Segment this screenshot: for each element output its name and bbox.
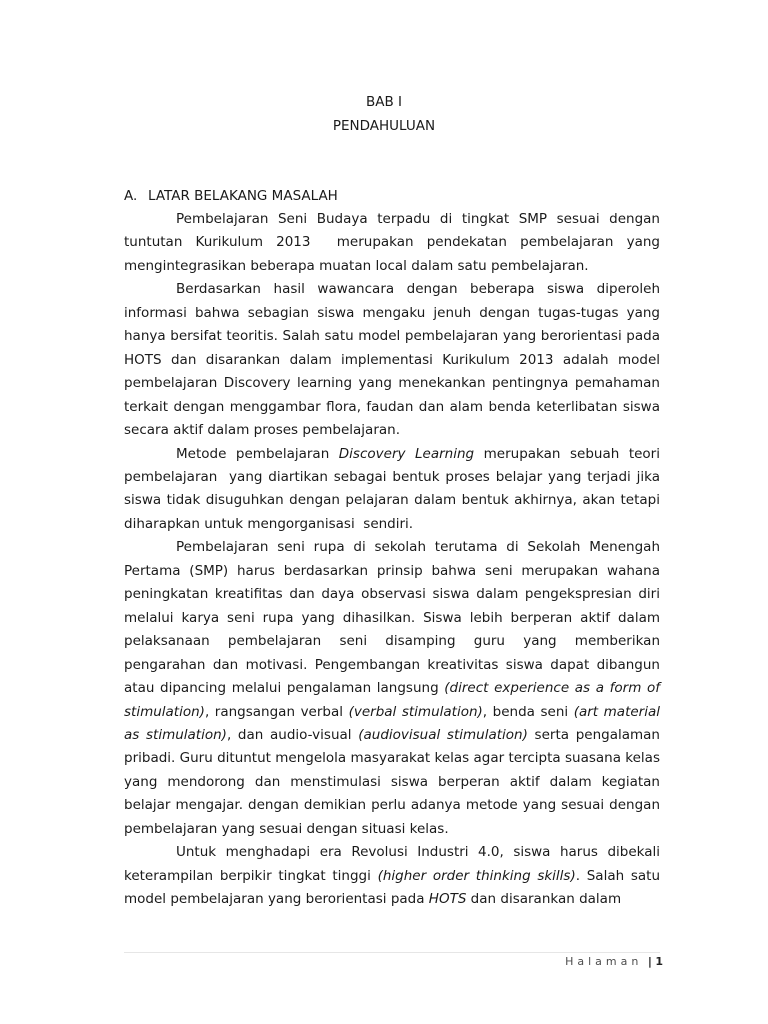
section-heading	[124, 188, 338, 204]
italic-term: HOTS	[428, 891, 467, 908]
paragraph-text: , rangsangan verbal	[204, 703, 349, 720]
body-paragraph	[124, 443, 665, 537]
paragraph-text: merupakan sebuah teori pembelajaran yang diartikan sebagai bentuk proses belajar yang terjadi jika siswa tidak disuguhkan dengan pelajaran dalam bentuk akhirnya, akan tetapi diharapkan untuk mengorganisasi sendiri.	[124, 445, 665, 532]
body-paragraph	[124, 278, 665, 442]
body-paragraph	[124, 536, 665, 841]
paragraph-text: Untuk menghadapi era Revolusi Industri 4.0, siswa harus dibekali keterampilan berpikir tingkat tinggi	[124, 844, 665, 884]
page-footer	[565, 955, 663, 969]
section-title: LATAR BELAKANG MASALAH	[148, 188, 338, 204]
paragraph-text: Berdasarkan hasil wawancara dengan beberapa siswa diperoleh informasi bahwa sebagian siswa mengaku jenuh dengan tugas-tugas yang hanya bersifat teoritis. Salah satu model pembelajaran yang berorientasi pada HOTS dan disarankan dalam implementasi Kurikulum 2013 adalah model pembelajaran Discovery learning yang menekankan pentingnya pemahaman terkait dengan menggambar flora, faudan dan alam benda keterlibatan siswa secara aktif dalam proses pembelajaran.	[124, 281, 665, 439]
italic-term: (verbal stimulation)	[348, 703, 483, 720]
italic-term: Discovery Learning	[338, 445, 475, 462]
paragraph-text: Pembelajaran Seni Budaya terpadu di tingkat SMP sesuai dengan tuntutan Kurikulum 2013 merupakan pendekatan pembelajaran yang mengintegrasikan beberapa muatan local dalam satu pembelajaran.	[124, 211, 665, 274]
paragraph-text: , dan audio-visual	[226, 726, 359, 743]
paragraph-text: dan disarankan dalam	[466, 891, 622, 908]
page-number: 1	[655, 955, 663, 968]
paragraph-text: Metode pembelajaran	[176, 445, 339, 462]
body-paragraph	[124, 841, 665, 911]
paragraph-text: . Salah satu model pembelajaran yang berorientasi pada	[124, 867, 665, 908]
italic-term: (art material as stimulation)	[124, 703, 665, 743]
italic-term: (higher order thinking skills)	[377, 867, 576, 884]
chapter-label: BAB I	[365, 94, 403, 110]
italic-term: (direct experience as a form of stimulation)	[124, 680, 665, 720]
body-paragraph	[124, 208, 665, 278]
footer-separator: |	[647, 955, 652, 968]
italic-term: (audiovisual stimulation)	[358, 726, 528, 743]
paragraph-text: Pembelajaran seni rupa di sekolah terutama di Sekolah Menengah Pertama (SMP) harus berdasarkan prinsip bahwa seni merupakan wahana peningkatan kreatifitas dan daya observasi siswa dalam pengekspresian diri melalui karya seni rupa yang dihasilkan. Siswa lebih berperan aktif dalam pelaksanaan pembelajaran seni disamping guru yang memberikan pengarahan dan motivasi. Pengembangan kreativitas siswa dapat dibangun atau dipancing melalui pengalaman langsung	[124, 539, 665, 697]
chapter-title: PENDAHULUAN	[332, 118, 436, 134]
paragraph-text: serta pengalaman pribadi. Guru dituntut mengelola masyarakat kelas agar tercipta suasana kelas yang mendorong dan menstimulasi siswa berperan aktif dalam kegiatan belajar mengajar. dengan demikian perlu adanya metode yang sesuai dengan pembelajaran yang sesuai dengan situasi kelas.	[124, 726, 665, 837]
footer-divider	[124, 952, 660, 953]
body-text	[124, 208, 665, 912]
footer-page-label: Halaman	[565, 955, 643, 968]
paragraph-text: , benda seni	[482, 703, 574, 720]
section-marker: A.	[124, 188, 138, 204]
